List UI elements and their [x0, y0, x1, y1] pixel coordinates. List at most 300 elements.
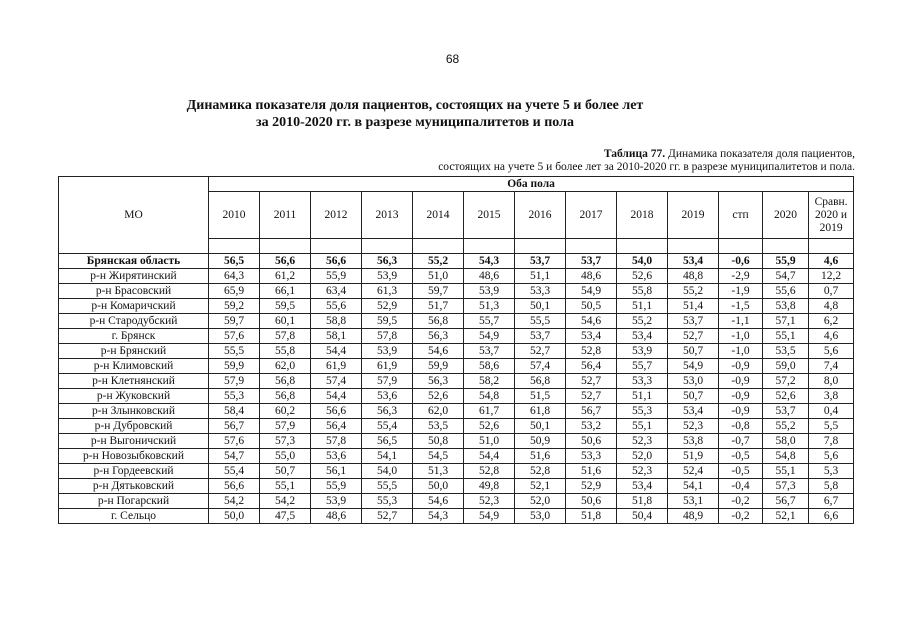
value-cell: 56,4 [566, 359, 617, 374]
value-cell: 51,3 [413, 464, 464, 479]
value-cell: 59,5 [260, 299, 311, 314]
value-cell: 54,1 [362, 449, 413, 464]
table-row [59, 299, 854, 314]
value-cell: 55,5 [362, 479, 413, 494]
column-header-mo: МО [59, 177, 209, 254]
value-cell: 50,7 [668, 389, 719, 404]
value-cell: 54,3 [413, 509, 464, 524]
value-cell: 54,7 [209, 449, 260, 464]
value-cell: 57,4 [515, 359, 566, 374]
value-cell: 62,0 [413, 404, 464, 419]
value-cell: 54,6 [566, 314, 617, 329]
value-cell: 61,7 [464, 404, 515, 419]
table-row [59, 329, 854, 344]
value-cell: 55,3 [617, 404, 668, 419]
value-cell: 53,9 [464, 284, 515, 299]
value-cell: 56,4 [311, 419, 362, 434]
value-cell: 62,0 [260, 359, 311, 374]
value-cell: 55,5 [209, 344, 260, 359]
table-row [59, 404, 854, 419]
column-header-5: 2015 [464, 192, 515, 239]
value-cell: 52,6 [413, 389, 464, 404]
column-header-4: 2014 [413, 192, 464, 239]
value-cell: 55,7 [464, 314, 515, 329]
value-cell: 54,8 [763, 449, 809, 464]
value-cell: 53,3 [617, 374, 668, 389]
value-cell: 53,7 [566, 254, 617, 269]
value-cell: 51,7 [413, 299, 464, 314]
value-cell: 5,3 [809, 464, 854, 479]
table-row [59, 494, 854, 509]
value-cell: 53,8 [763, 299, 809, 314]
value-cell: 56,3 [362, 254, 413, 269]
mo-cell: г. Брянск [59, 329, 209, 344]
value-cell: 51,9 [668, 449, 719, 464]
table-row [59, 284, 854, 299]
column-header-0: 2010 [209, 192, 260, 239]
blank-header-cell [413, 239, 464, 254]
value-cell: 3,8 [809, 389, 854, 404]
page-number: 68 [445, 52, 460, 66]
value-cell: 52,7 [515, 344, 566, 359]
value-cell: -1,5 [719, 299, 763, 314]
value-cell: 64,3 [209, 269, 260, 284]
value-cell: 55,9 [311, 479, 362, 494]
value-cell: 56,6 [311, 254, 362, 269]
blank-header-cell [809, 239, 854, 254]
mo-cell: р-н Злынковский [59, 404, 209, 419]
value-cell: 57,1 [763, 314, 809, 329]
value-cell: -0,2 [719, 494, 763, 509]
compare-header-line: 2019 [819, 221, 843, 234]
value-cell: 53,4 [617, 329, 668, 344]
value-cell: -0,9 [719, 374, 763, 389]
value-cell: 50,4 [617, 509, 668, 524]
value-cell: 52,1 [515, 479, 566, 494]
value-cell: 4,8 [809, 299, 854, 314]
column-header-3: 2013 [362, 192, 413, 239]
value-cell: -1,9 [719, 284, 763, 299]
value-cell: 58,1 [311, 329, 362, 344]
value-cell: 50,9 [515, 434, 566, 449]
value-cell: 53,4 [668, 254, 719, 269]
value-cell: 54,1 [668, 479, 719, 494]
table-row [59, 269, 854, 284]
heading-line-1: Динамика показателя доля пациентов, состоящих на учете 5 и более лет [186, 98, 644, 113]
value-cell: 55,8 [617, 284, 668, 299]
value-cell: 55,8 [260, 344, 311, 359]
table-row [59, 254, 854, 269]
mo-cell: р-н Дятьковский [59, 479, 209, 494]
value-cell: 51,6 [566, 464, 617, 479]
document-heading [120, 97, 710, 131]
value-cell: 65,9 [209, 284, 260, 299]
mo-cell: р-н Погарский [59, 494, 209, 509]
value-cell: 48,8 [668, 269, 719, 284]
data-table [58, 176, 854, 524]
value-cell: 52,0 [617, 449, 668, 464]
value-cell: 52,7 [668, 329, 719, 344]
value-cell: 5,8 [809, 479, 854, 494]
blank-header-cell [763, 239, 809, 254]
table-row [59, 464, 854, 479]
value-cell: 7,8 [809, 434, 854, 449]
value-cell: 57,3 [260, 434, 311, 449]
table-row [59, 374, 854, 389]
value-cell: 53,7 [464, 344, 515, 359]
value-cell: 53,9 [617, 344, 668, 359]
value-cell: 50,0 [209, 509, 260, 524]
value-cell: 55,6 [763, 284, 809, 299]
column-header-11: 2020 [763, 192, 809, 239]
value-cell: 52,1 [763, 509, 809, 524]
value-cell: 0,4 [809, 404, 854, 419]
mo-cell: р-н Климовский [59, 359, 209, 374]
table-row [59, 389, 854, 404]
value-cell: 54,9 [464, 509, 515, 524]
value-cell: 57,4 [311, 374, 362, 389]
value-cell: 54,4 [311, 389, 362, 404]
blank-header-cell [260, 239, 311, 254]
value-cell: 50,6 [566, 434, 617, 449]
blank-header-cell [566, 239, 617, 254]
value-cell: -0,5 [719, 464, 763, 479]
value-cell: 53,3 [515, 284, 566, 299]
blank-header-cell [515, 239, 566, 254]
mo-cell: р-н Брасовский [59, 284, 209, 299]
value-cell: 50,5 [566, 299, 617, 314]
column-header-9: 2019 [668, 192, 719, 239]
value-cell: 53,5 [763, 344, 809, 359]
value-cell: 55,2 [668, 284, 719, 299]
value-cell: -1,1 [719, 314, 763, 329]
value-cell: 53,7 [763, 404, 809, 419]
value-cell: 54,3 [464, 254, 515, 269]
value-cell: 48,6 [311, 509, 362, 524]
value-cell: 8,0 [809, 374, 854, 389]
mo-cell: р-н Гордеевский [59, 464, 209, 479]
value-cell: 52,3 [617, 434, 668, 449]
blank-header-cell [719, 239, 763, 254]
value-cell: -0,2 [719, 509, 763, 524]
value-cell: 52,4 [668, 464, 719, 479]
value-cell: 53,4 [617, 479, 668, 494]
value-cell: 56,1 [311, 464, 362, 479]
column-header-7: 2017 [566, 192, 617, 239]
value-cell: 59,0 [763, 359, 809, 374]
value-cell: 53,9 [362, 269, 413, 284]
value-cell: 53,2 [566, 419, 617, 434]
value-cell: 56,6 [209, 479, 260, 494]
value-cell: 5,6 [809, 449, 854, 464]
value-cell: 61,9 [311, 359, 362, 374]
value-cell: -0,9 [719, 404, 763, 419]
value-cell: 57,9 [260, 419, 311, 434]
value-cell: 55,1 [260, 479, 311, 494]
mo-cell: р-н Брянский [59, 344, 209, 359]
value-cell: 52,8 [515, 464, 566, 479]
value-cell: 48,9 [668, 509, 719, 524]
value-cell: 59,2 [209, 299, 260, 314]
value-cell: 56,7 [209, 419, 260, 434]
table-row [59, 359, 854, 374]
value-cell: 59,9 [209, 359, 260, 374]
value-cell: 56,8 [260, 389, 311, 404]
value-cell: 54,4 [311, 344, 362, 359]
column-header-10: стп [719, 192, 763, 239]
mo-cell: Брянская область [59, 254, 209, 269]
value-cell: 53,4 [566, 329, 617, 344]
value-cell: -2,9 [719, 269, 763, 284]
value-cell: 56,7 [763, 494, 809, 509]
value-cell: 55,3 [209, 389, 260, 404]
value-cell: -0,5 [719, 449, 763, 464]
value-cell: 50,6 [566, 494, 617, 509]
value-cell: 6,7 [809, 494, 854, 509]
value-cell: 52,6 [464, 419, 515, 434]
value-cell: 63,4 [311, 284, 362, 299]
value-cell: 55,2 [763, 419, 809, 434]
value-cell: 56,6 [260, 254, 311, 269]
value-cell: 52,8 [566, 344, 617, 359]
value-cell: 47,5 [260, 509, 311, 524]
value-cell: 53,7 [515, 254, 566, 269]
value-cell: 51,4 [668, 299, 719, 314]
value-cell: 55,2 [413, 254, 464, 269]
value-cell: 59,9 [413, 359, 464, 374]
value-cell: 52,0 [515, 494, 566, 509]
value-cell: -0,6 [719, 254, 763, 269]
value-cell: 55,2 [617, 314, 668, 329]
table-row [59, 479, 854, 494]
value-cell: 53,8 [668, 434, 719, 449]
value-cell: 51,1 [515, 269, 566, 284]
value-cell: -1,0 [719, 329, 763, 344]
value-cell: 52,9 [362, 299, 413, 314]
value-cell: 55,1 [617, 419, 668, 434]
value-cell: 51,5 [515, 389, 566, 404]
value-cell: 66,1 [260, 284, 311, 299]
value-cell: 60,2 [260, 404, 311, 419]
value-cell: 52,6 [763, 389, 809, 404]
value-cell: 4,6 [809, 329, 854, 344]
value-cell: 50,1 [515, 299, 566, 314]
value-cell: 57,6 [209, 434, 260, 449]
value-cell: 54,0 [362, 464, 413, 479]
value-cell: 56,7 [566, 404, 617, 419]
value-cell: 53,9 [362, 344, 413, 359]
value-cell: 54,9 [566, 284, 617, 299]
blank-header-cell [668, 239, 719, 254]
value-cell: 52,6 [617, 269, 668, 284]
value-cell: 50,7 [260, 464, 311, 479]
compare-header-line: 2020 и [815, 208, 848, 221]
value-cell: 5,6 [809, 344, 854, 359]
value-cell: -0,9 [719, 389, 763, 404]
value-cell: 55,1 [763, 329, 809, 344]
value-cell: 52,3 [464, 494, 515, 509]
mo-cell: р-н Дубровский [59, 419, 209, 434]
value-cell: 57,8 [260, 329, 311, 344]
value-cell: 59,5 [362, 314, 413, 329]
value-cell: 58,2 [464, 374, 515, 389]
value-cell: 55,3 [362, 494, 413, 509]
value-cell: 57,9 [209, 374, 260, 389]
value-cell: 56,3 [413, 374, 464, 389]
value-cell: 58,4 [209, 404, 260, 419]
value-cell: 51,3 [464, 299, 515, 314]
blank-header-cell [362, 239, 413, 254]
value-cell: 56,8 [413, 314, 464, 329]
value-cell: 7,4 [809, 359, 854, 374]
value-cell: 50,8 [413, 434, 464, 449]
value-cell: 52,7 [566, 374, 617, 389]
table-row [59, 509, 854, 524]
value-cell: 60,1 [260, 314, 311, 329]
table-row [59, 419, 854, 434]
value-cell: 61,9 [362, 359, 413, 374]
value-cell: 49,8 [464, 479, 515, 494]
value-cell: 5,5 [809, 419, 854, 434]
value-cell: 4,6 [809, 254, 854, 269]
value-cell: 53,7 [515, 329, 566, 344]
table-body [59, 254, 854, 524]
caption-text-1: Динамика показателя доля пациентов, [665, 148, 855, 160]
value-cell: 50,7 [668, 344, 719, 359]
value-cell: 53,0 [668, 374, 719, 389]
blank-header-cell [464, 239, 515, 254]
blank-header-cell [311, 239, 362, 254]
value-cell: 54,7 [763, 269, 809, 284]
value-cell: 56,6 [311, 404, 362, 419]
caption-label: Таблица 77. [603, 148, 666, 160]
value-cell: 53,0 [515, 509, 566, 524]
value-cell: 56,3 [362, 404, 413, 419]
value-cell: 51,8 [566, 509, 617, 524]
value-cell: 61,2 [260, 269, 311, 284]
value-cell: 55,4 [362, 419, 413, 434]
value-cell: 55,5 [515, 314, 566, 329]
column-group-header: Оба пола [209, 177, 854, 192]
value-cell: 6,6 [809, 509, 854, 524]
value-cell: 56,5 [209, 254, 260, 269]
value-cell: -0,4 [719, 479, 763, 494]
table-caption [255, 148, 855, 173]
table-row [59, 314, 854, 329]
value-cell: 56,8 [515, 374, 566, 389]
value-cell: 54,9 [668, 359, 719, 374]
value-cell: 54,2 [260, 494, 311, 509]
value-cell: 55,9 [311, 269, 362, 284]
value-cell: -1,0 [719, 344, 763, 359]
value-cell: 55,0 [260, 449, 311, 464]
value-cell: 56,8 [260, 374, 311, 389]
value-cell: 57,2 [763, 374, 809, 389]
value-cell: 54,9 [464, 329, 515, 344]
value-cell: 53,7 [668, 314, 719, 329]
mo-cell: р-н Выгоничский [59, 434, 209, 449]
mo-cell: р-н Жирятинский [59, 269, 209, 284]
mo-cell: р-н Жуковский [59, 389, 209, 404]
value-cell: 51,0 [464, 434, 515, 449]
compare-header-line: Сравн. [814, 195, 848, 208]
value-cell: 56,5 [362, 434, 413, 449]
value-cell: 54,2 [209, 494, 260, 509]
value-cell: 57,9 [362, 374, 413, 389]
value-cell: 51,8 [617, 494, 668, 509]
value-cell: 54,8 [464, 389, 515, 404]
value-cell: 52,9 [566, 479, 617, 494]
value-cell: 55,9 [763, 254, 809, 269]
value-cell: 50,0 [413, 479, 464, 494]
value-cell: 48,6 [566, 269, 617, 284]
value-cell: 61,3 [362, 284, 413, 299]
value-cell: 53,6 [311, 449, 362, 464]
column-header-6: 2016 [515, 192, 566, 239]
value-cell: 54,6 [413, 494, 464, 509]
value-cell: 51,0 [413, 269, 464, 284]
value-cell: 53,5 [413, 419, 464, 434]
column-header-1: 2011 [260, 192, 311, 239]
table-row [59, 449, 854, 464]
value-cell: -0,9 [719, 359, 763, 374]
mo-cell: р-н Новозыбковский [59, 449, 209, 464]
value-cell: 55,6 [311, 299, 362, 314]
value-cell: 51,6 [515, 449, 566, 464]
value-cell: 53,4 [668, 404, 719, 419]
column-header-compare [809, 192, 854, 239]
caption-line-1 [255, 148, 855, 161]
column-header-2: 2012 [311, 192, 362, 239]
value-cell: 57,6 [209, 329, 260, 344]
value-cell: 53,1 [668, 494, 719, 509]
table-row [59, 344, 854, 359]
value-cell: -0,8 [719, 419, 763, 434]
value-cell: 58,8 [311, 314, 362, 329]
value-cell: 52,8 [464, 464, 515, 479]
value-cell: 51,1 [617, 299, 668, 314]
mo-cell: г. Сельцо [59, 509, 209, 524]
value-cell: 58,0 [763, 434, 809, 449]
value-cell: 55,4 [209, 464, 260, 479]
value-cell: 50,1 [515, 419, 566, 434]
value-cell: 54,5 [413, 449, 464, 464]
value-cell: 58,6 [464, 359, 515, 374]
value-cell: 56,3 [413, 329, 464, 344]
mo-cell: р-н Комаричский [59, 299, 209, 314]
value-cell: 53,9 [311, 494, 362, 509]
value-cell: 55,1 [763, 464, 809, 479]
value-cell: 57,8 [311, 434, 362, 449]
value-cell: 52,3 [617, 464, 668, 479]
blank-header-cell [617, 239, 668, 254]
value-cell: 51,1 [617, 389, 668, 404]
heading-line-2: за 2010-2020 гг. в разрезе муниципалитетов и пола [256, 115, 574, 130]
value-cell: 6,2 [809, 314, 854, 329]
value-cell: 53,6 [362, 389, 413, 404]
value-cell: 59,7 [209, 314, 260, 329]
value-cell: 53,3 [566, 449, 617, 464]
value-cell: 57,3 [763, 479, 809, 494]
blank-header-cell [209, 239, 260, 254]
value-cell: 54,6 [413, 344, 464, 359]
column-header-8: 2018 [617, 192, 668, 239]
value-cell: 55,7 [617, 359, 668, 374]
value-cell: 61,8 [515, 404, 566, 419]
mo-cell: р-н Клетнянский [59, 374, 209, 389]
value-cell: 57,8 [362, 329, 413, 344]
value-cell: 12,2 [809, 269, 854, 284]
